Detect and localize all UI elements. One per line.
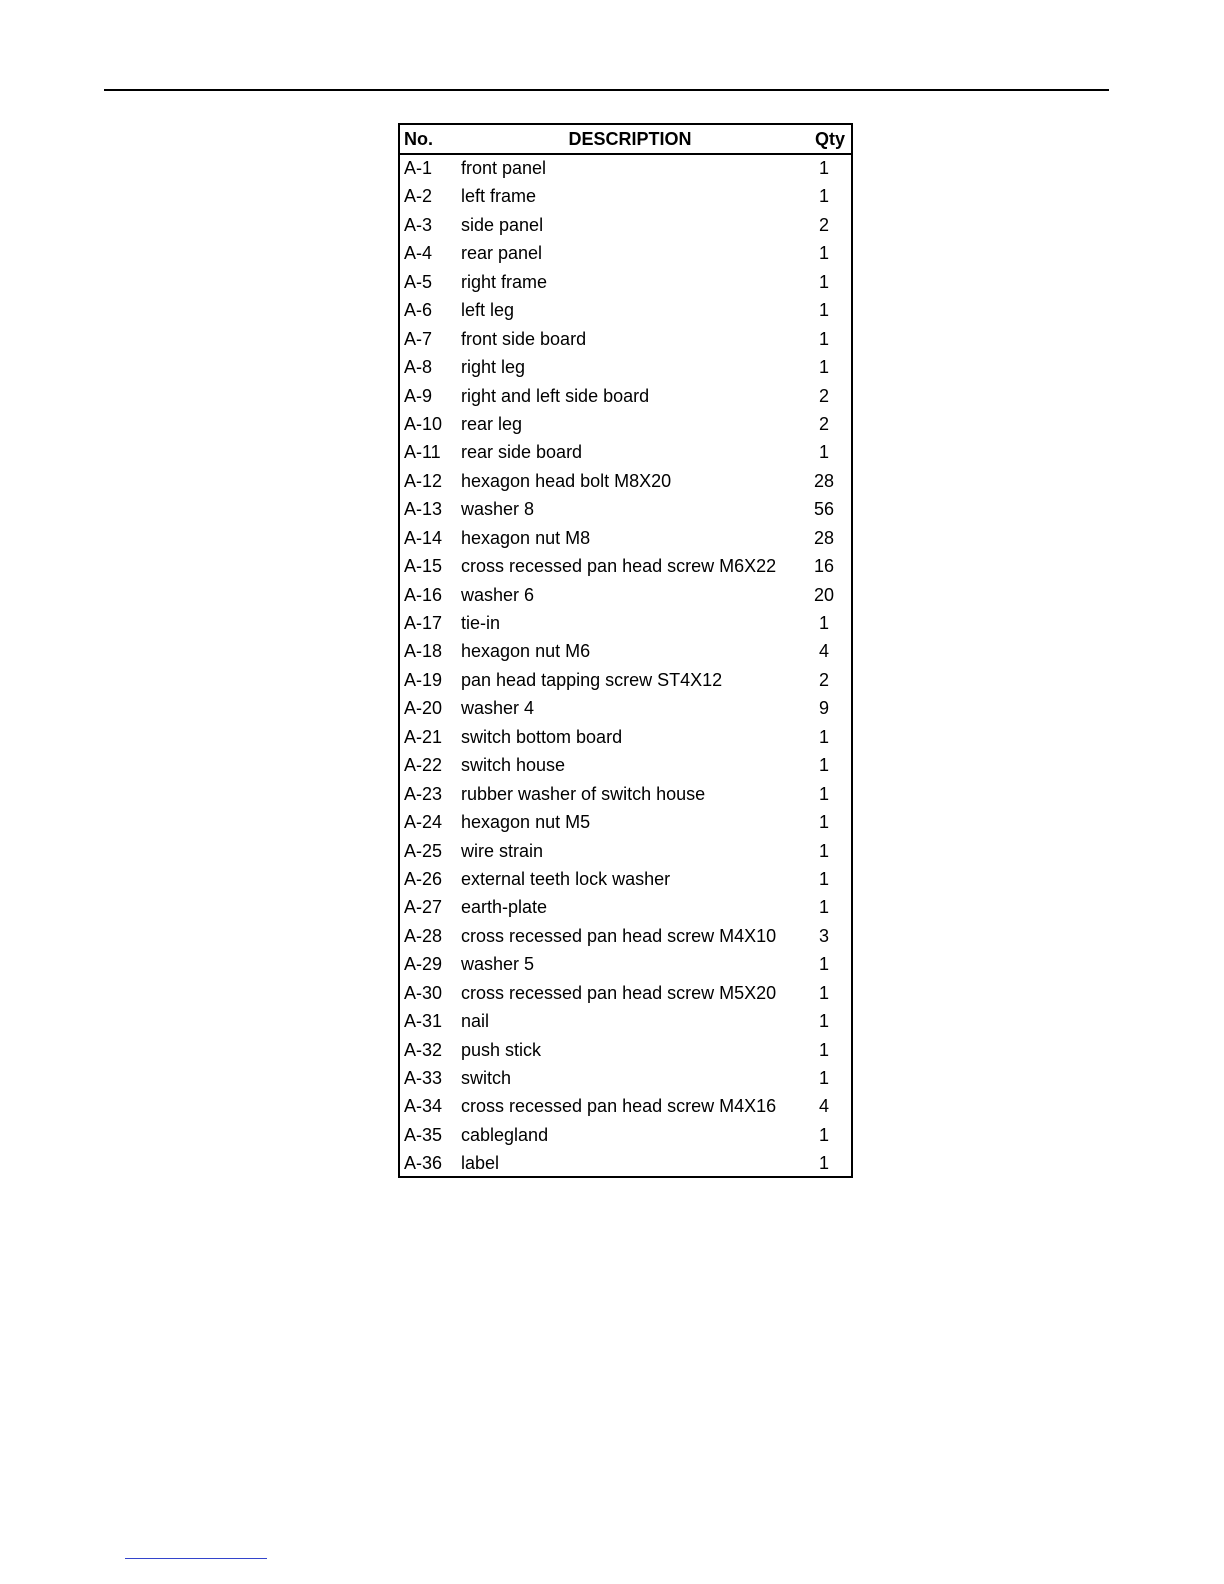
table-row [400,240,851,268]
table-row [400,183,851,211]
table-row [400,951,851,979]
part-quantity: 9 [818,698,829,719]
table-row [400,638,851,666]
part-description: hexagon nut M8 [461,527,591,548]
part-description: left leg [461,300,515,321]
part-number: A-8 [404,357,433,378]
table-row [400,838,851,866]
part-number: A-1 [404,158,433,178]
part-description: cablegland [461,1124,549,1145]
part-description: pan head tapping screw ST4X12 [461,669,723,690]
table-row [400,439,851,467]
part-number: A-29 [404,954,443,975]
part-number: A-27 [404,897,443,918]
part-quantity: 1 [818,897,829,918]
part-description: switch house [461,755,566,776]
part-quantity: 4 [818,641,829,662]
part-quantity: 1 [818,812,829,833]
part-number: A-34 [404,1096,443,1117]
table-row [400,496,851,524]
part-number: A-26 [404,868,443,889]
part-description: push stick [461,1039,542,1060]
part-number: A-9 [404,385,433,406]
part-quantity: 1 [818,982,829,1003]
table-row [400,354,851,382]
part-quantity: 1 [818,357,829,378]
part-description: cross recessed pan head screw M6X22 [461,556,777,577]
part-quantity: 1 [818,613,829,633]
table-row [400,1122,851,1150]
table-row [400,695,851,723]
part-quantity: 1 [818,328,829,349]
part-quantity: 2 [818,669,829,690]
part-quantity: 2 [818,413,829,434]
part-description: washer 8 [461,499,535,520]
part-description: washer 4 [461,698,535,719]
part-description: label [461,1153,500,1174]
part-number: A-28 [404,925,443,946]
table-row [400,667,851,695]
table-row [400,610,851,638]
table-row [400,212,851,240]
table-row [400,326,851,354]
part-description: switch [461,1068,512,1088]
table-row [400,1037,851,1065]
table-row [400,724,851,752]
part-number: A-11 [404,442,441,463]
part-quantity: 1 [818,840,829,861]
part-description: wire strain [461,840,544,861]
table-row [400,1065,851,1093]
part-quantity: 1 [818,868,829,889]
part-number: A-21 [404,726,443,747]
part-description: washer 6 [461,584,535,605]
table-row [400,894,851,922]
part-quantity: 1 [818,442,829,463]
part-number: A-10 [404,413,443,434]
part-quantity: 3 [818,925,829,946]
part-quantity: 20 [813,584,835,605]
part-number: A-4 [404,243,433,264]
part-description: rubber washer of switch house [461,783,706,804]
part-number: A-19 [404,669,443,690]
part-number: A-2 [404,186,433,207]
part-number: A-22 [404,755,443,776]
part-quantity: 2 [818,214,829,235]
part-description: left frame [461,186,537,207]
part-description: washer 5 [461,954,535,975]
part-quantity: 1 [818,158,829,178]
parts-list-table [398,123,853,1178]
part-description: rear side board [461,442,583,463]
part-description: right and left side board [461,385,650,406]
table-row [400,1093,851,1121]
part-number: A-33 [404,1068,443,1088]
part-description: rear panel [461,243,543,264]
part-description: switch bottom board [461,726,623,747]
table-row [400,923,851,951]
part-number: A-23 [404,783,443,804]
table-body [400,155,851,1179]
part-description: rear leg [461,413,523,434]
table-row [400,155,851,183]
part-description: hexagon nut M6 [461,641,591,662]
header-qty: Qty [815,129,846,149]
part-number: A-32 [404,1039,443,1060]
part-quantity: 1 [818,1153,829,1174]
part-number: A-20 [404,698,443,719]
table-row [400,297,851,325]
part-number: A-16 [404,584,443,605]
table-row [400,411,851,439]
part-quantity: 1 [818,300,829,321]
part-number: A-14 [404,527,443,548]
part-description: tie-in [461,613,501,633]
table-row [400,980,851,1008]
part-description: front panel [461,158,547,178]
part-description: earth-plate [461,897,548,918]
table-row [400,553,851,581]
part-number: A-36 [404,1153,443,1174]
part-number: A-3 [404,214,433,235]
part-quantity: 1 [818,271,829,292]
part-number: A-7 [404,328,433,349]
part-number: A-12 [404,470,443,491]
table-row [400,866,851,894]
part-quantity: 1 [818,726,829,747]
part-number: A-18 [404,641,443,662]
header-rule [104,89,1109,91]
table-row [400,781,851,809]
part-quantity: 1 [818,1039,829,1060]
header-no: No. [404,129,433,149]
table-row [400,809,851,837]
part-quantity: 16 [813,556,835,577]
part-description: front side board [461,328,587,349]
part-description: right frame [461,271,548,292]
part-quantity: 1 [818,1068,829,1088]
part-quantity: 56 [813,499,835,520]
part-description: external teeth lock washer [461,868,671,889]
table-row [400,1150,851,1178]
part-number: A-5 [404,271,433,292]
table-row [400,525,851,553]
part-description: right leg [461,357,526,378]
part-description: hexagon nut M5 [461,812,591,833]
part-number: A-17 [404,613,443,633]
header-description: DESCRIPTION [568,129,692,149]
part-number: A-15 [404,556,443,577]
part-number: A-24 [404,812,443,833]
part-description: cross recessed pan head screw M4X16 [461,1096,777,1117]
part-quantity: 1 [818,1011,829,1032]
part-number: A-35 [404,1124,443,1145]
part-description: cross recessed pan head screw M4X10 [461,925,777,946]
footnote-rule [125,1558,267,1559]
part-quantity: 1 [818,186,829,207]
part-description: nail [461,1011,490,1032]
part-quantity: 1 [818,954,829,975]
part-description: cross recessed pan head screw M5X20 [461,982,777,1003]
part-description: hexagon head bolt M8X20 [461,470,672,491]
table-row [400,269,851,297]
part-quantity: 28 [813,470,835,491]
part-number: A-30 [404,982,443,1003]
part-quantity: 1 [818,783,829,804]
table-row [400,752,851,780]
part-quantity: 1 [818,1124,829,1145]
part-number: A-13 [404,499,443,520]
table-header [400,125,851,155]
part-quantity: 1 [818,755,829,776]
part-description: side panel [461,214,544,235]
table-row [400,582,851,610]
table-row [400,1008,851,1036]
part-number: A-25 [404,840,443,861]
part-quantity: 1 [818,243,829,264]
part-number: A-31 [404,1011,443,1032]
part-quantity: 4 [818,1096,829,1117]
part-quantity: 28 [813,527,835,548]
table-row [400,383,851,411]
part-quantity: 2 [818,385,829,406]
part-number: A-6 [404,300,433,321]
table-row [400,468,851,496]
